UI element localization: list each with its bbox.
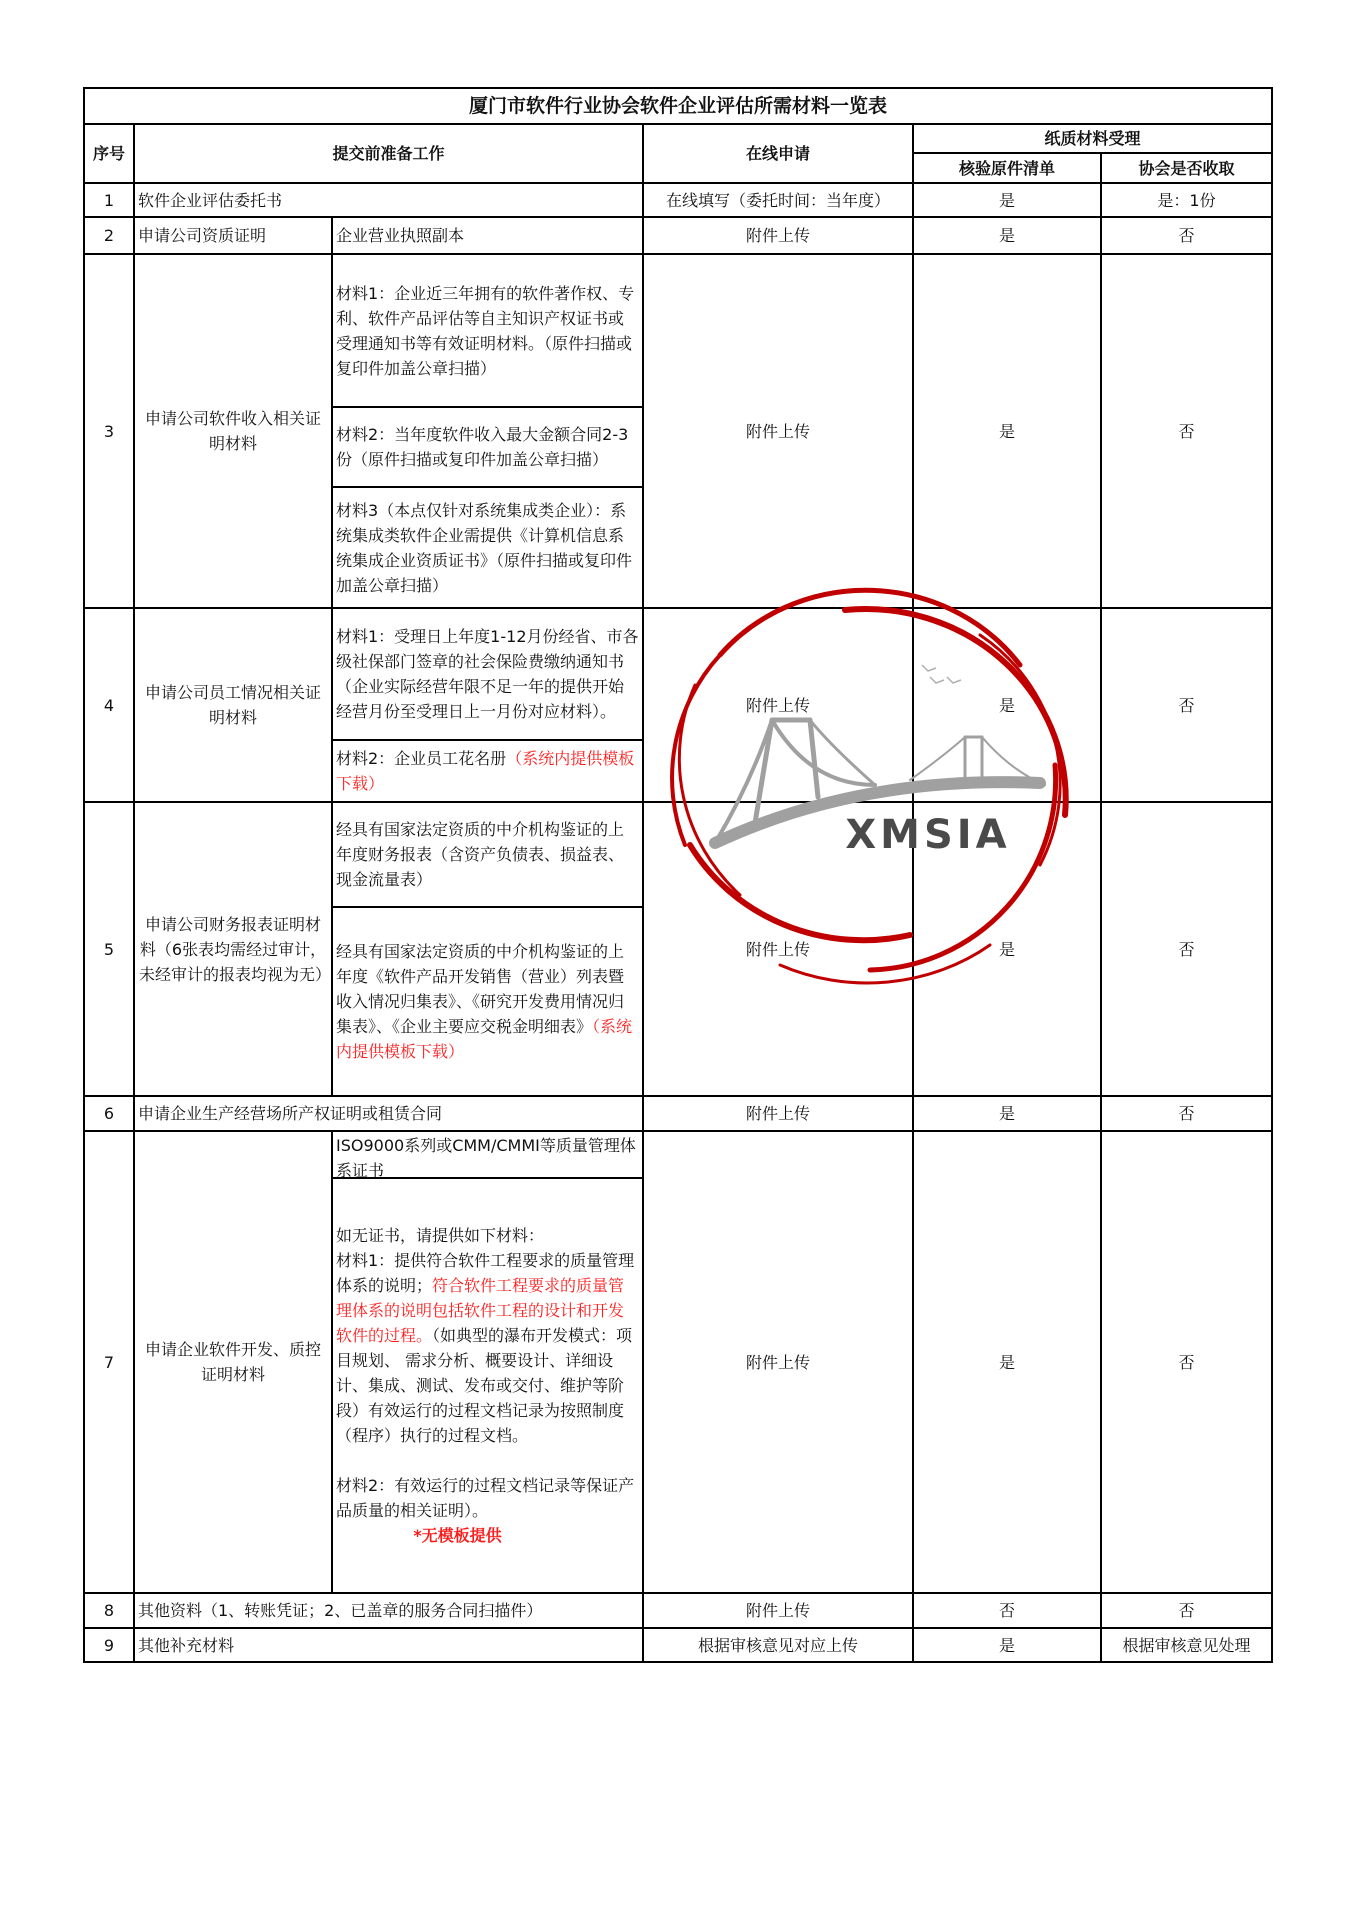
- row-5-online: 附件上传: [642, 801, 914, 1097]
- row-9-collect: 根据审核意见处理: [1100, 1627, 1273, 1663]
- row-7-verify: 是: [912, 1130, 1102, 1594]
- row-5-sub-2: [331, 906, 644, 1097]
- row-7-no-template-note: *无模板提供: [413, 1526, 502, 1545]
- row-5-collect: 否: [1100, 801, 1273, 1097]
- row-3-sub-1: [331, 253, 644, 408]
- row-7-collect: 否: [1100, 1130, 1273, 1594]
- row-1-verify: 是: [912, 182, 1102, 218]
- row-7-sub-1: [331, 1130, 644, 1179]
- row-8-item: 其他资料（1、转账凭证；2、已盖章的服务合同扫描件）: [133, 1592, 644, 1629]
- row-2-item: 申请公司资质证明: [133, 216, 333, 255]
- row-5-sub-1-text: 经具有国家法定资质的中介机构鉴证的上年度财务报表（含资产负债表、损益表、现金流量表）: [336, 820, 625, 889]
- header-collect: 协会是否收取: [1100, 152, 1273, 184]
- row-5-sub-1: [331, 801, 644, 908]
- row-8-verify: 否: [912, 1592, 1102, 1629]
- header-verify: 核验原件清单: [912, 152, 1102, 184]
- row-6-online: 附件上传: [642, 1095, 914, 1132]
- header-online: 在线申请: [642, 123, 914, 184]
- row-4-seq: 4: [83, 607, 135, 803]
- header-prep: 提交前准备工作: [133, 123, 644, 184]
- row-5-item: [133, 801, 333, 1097]
- row-4-item: [133, 607, 333, 803]
- row-9-online: 根据审核意见对应上传: [642, 1627, 914, 1663]
- row-1-item: 软件企业评估委托书: [133, 182, 644, 218]
- row-4-online: 附件上传: [642, 607, 914, 803]
- row-3-sub-3: [331, 486, 644, 609]
- row-5-sub-2-template-note: （系统内提供模板下载）: [336, 1017, 633, 1061]
- row-1-online: 在线填写（委托时间：当年度）: [642, 182, 914, 218]
- row-3-online: 附件上传: [642, 253, 914, 609]
- document-title: 厦门市软件行业协会软件企业评估所需材料一览表: [83, 87, 1273, 125]
- row-6-item: 申请企业生产经营场所产权证明或租赁合同: [133, 1095, 644, 1132]
- row-3-item: [133, 253, 333, 609]
- row-1-seq: 1: [83, 182, 135, 218]
- row-8-online: 附件上传: [642, 1592, 914, 1629]
- row-3-sub-2-text: 材料2：当年度软件收入最大金额合同2-3份（原件扫描或复印件加盖公章扫描）: [336, 425, 629, 469]
- row-4-item-text: 申请公司员工情况相关证明材料: [144, 683, 321, 727]
- row-3-verify: 是: [912, 253, 1102, 609]
- row-6-collect: 否: [1100, 1095, 1273, 1132]
- row-7-sub-2: [331, 1177, 644, 1594]
- row-7-item-text: 申请企业软件开发、质控证明材料: [144, 1340, 321, 1384]
- row-6-verify: 是: [912, 1095, 1102, 1132]
- row-5-sub-2-text: 经具有国家法定资质的中介机构鉴证的上年度《软件产品开发销售（营业）列表暨收入情况归集表》、《研究开发费用情况归集表》、《企业主要应交税金明细表》: [336, 942, 625, 1036]
- row-7-item: [133, 1130, 333, 1594]
- row-4-verify: 是: [912, 607, 1102, 803]
- row-7-material-1: 材料1：提供符合软件工程要求的质量管理体系的说明；: [336, 1251, 635, 1295]
- row-7-seq: 7: [83, 1130, 135, 1594]
- row-5-verify: 是: [912, 801, 1102, 1097]
- row-7-material-1-highlight: 符合软件工程要求的质量管理体系的说明包括软件工程的设计和开发软件的过程。: [336, 1276, 625, 1345]
- row-7-sub-2-intro: 如无证书，请提供如下材料：: [336, 1226, 545, 1245]
- row-2-verify: 是: [912, 216, 1102, 255]
- row-4-sub-2-template-note: （系统内提供模板下载）: [336, 749, 635, 793]
- row-8-seq: 8: [83, 1592, 135, 1629]
- row-4-collect: 否: [1100, 607, 1273, 803]
- row-9-seq: 9: [83, 1627, 135, 1663]
- row-3-sub-3-text: 材料3（本点仅针对系统集成类企业）：系统集成类软件企业需提供《计算机信息系统集成企业资质证书》（原件扫描或复印件加盖公章扫描）: [336, 500, 633, 595]
- header-paper: 纸质材料受理: [912, 123, 1273, 154]
- row-1-collect: 是：1份: [1100, 182, 1273, 218]
- row-7-material-2: 材料2：有效运行的过程文档记录等保证产品质量的相关证明）。: [336, 1476, 635, 1520]
- row-3-sub-2: [331, 406, 644, 488]
- row-5-seq: 5: [83, 801, 135, 1097]
- row-7-material-1-detail: （如典型的瀑布开发模式：项目规划、 需求分析、概要设计、详细设计、集成、测试、发布或交付、维护等阶段）有效运行的过程文档记录为按照制度（程序）执行的过程文档。: [336, 1326, 633, 1445]
- row-5-item-text: 申请公司财务报表证明材料（6张表均需经过审计，未经审计的报表均视为无）: [139, 914, 332, 984]
- row-3-seq: 3: [83, 253, 135, 609]
- row-3-sub-1-text: 材料1：企业近三年拥有的软件著作权、专利、软件产品评估等自主知识产权证书或受理通知书等有效证明材料。（原件扫描或复印件加盖公章扫描）: [336, 283, 635, 378]
- row-4-sub-1: [331, 607, 644, 741]
- row-9-item: 其他补充材料: [133, 1627, 644, 1663]
- row-4-sub-2: [331, 739, 644, 803]
- row-9-verify: 是: [912, 1627, 1102, 1663]
- row-3-collect: 否: [1100, 253, 1273, 609]
- xmsia-logo-text: XMSIA: [845, 812, 1011, 858]
- header-seq: 序号: [83, 123, 135, 184]
- row-2-seq: 2: [83, 216, 135, 255]
- row-2-collect: 否: [1100, 216, 1273, 255]
- row-7-online: 附件上传: [642, 1130, 914, 1594]
- row-8-collect: 否: [1100, 1592, 1273, 1629]
- row-2-sub-1: 企业营业执照副本: [331, 216, 644, 255]
- row-4-sub-1-text: 材料1：受理日上年度1-12月份经省、市各级社保部门签章的社会保险费缴纳通知书（企业实际经营年限不足一年的提供开始经营月份至受理日上一月份对应材料）。: [336, 627, 639, 721]
- row-6-seq: 6: [83, 1095, 135, 1132]
- row-3-item-text: 申请公司软件收入相关证明材料: [144, 409, 321, 453]
- row-4-sub-2-text: 材料2：企业员工花名册: [336, 749, 507, 768]
- row-2-online: 附件上传: [642, 216, 914, 255]
- row-7-sub-1-text: ISO9000系列或CMM/CMMI等质量管理体系证书: [336, 1136, 636, 1180]
